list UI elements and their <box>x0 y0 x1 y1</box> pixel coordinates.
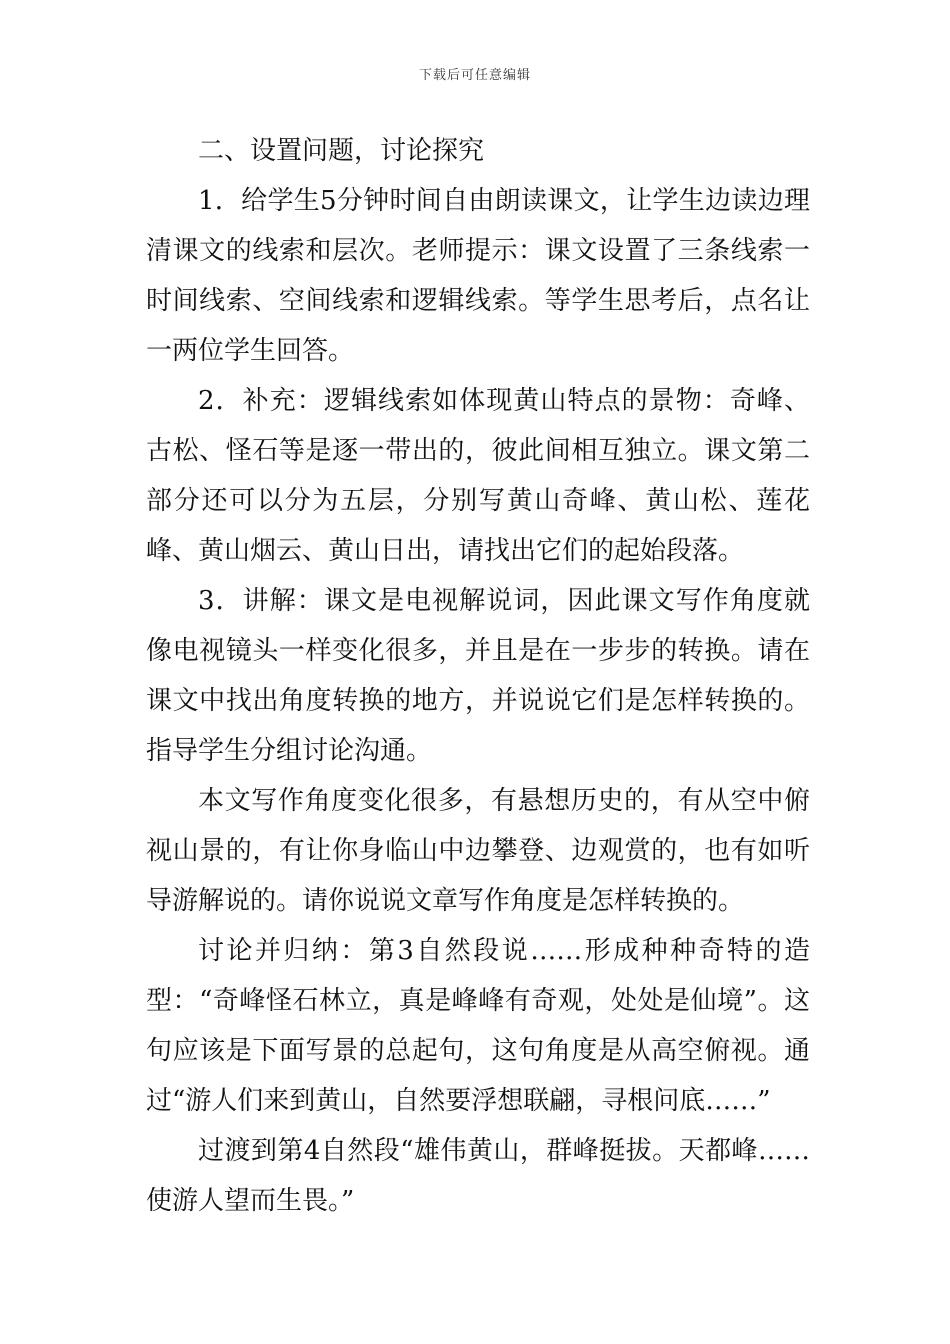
paragraph-1: 1．给学生5分钟时间自由朗读课文，让学生边读边理清课文的线索和层次。老师提示：课文设置了三条线索一时间线索、空间线索和逻辑线索。等学生思考后，点名让一两位学生回答。 <box>146 186 810 366</box>
document-body <box>146 126 810 1226</box>
paragraph-3: 3．讲解：课文是电视解说词，因此课文写作角度就像电视镜头一样变化很多，并且是在一步步的转换。请在课文中找出角度转换的地方，并说说它们是怎样转换的。指导学生分组讨论沟通。 <box>146 586 810 766</box>
section-heading: 二、设置问题，讨论探究 <box>198 136 485 166</box>
paragraph-2: 2．补充：逻辑线索如体现黄山特点的景物：奇峰、古松、怪石等是逐一带出的，彼此间相互独立。课文第二部分还可以分为五层，分别写黄山奇峰、黄山松、莲花峰、黄山烟云、黄山日出，请找出它们的起始段落。 <box>146 386 810 566</box>
paragraph-5: 讨论并归纳：第3自然段说……形成种种奇特的造型：“奇峰怪石林立，真是峰峰有奇观，处处是仙境”。这句应该是下面写景的总起句，这句角度是从高空俯视。通过“游人们来到黄山，自然要浮想联翩，寻根问底……” <box>146 936 810 1116</box>
paragraph-6: 过渡到第4自然段“雄伟黄山，群峰挺拔。天都峰……使游人望而生畏。” <box>146 1136 810 1216</box>
paragraph-4: 本文写作角度变化很多，有悬想历史的，有从空中俯视山景的，有让你身临山中边攀登、边观赏的，也有如听导游解说的。请你说说文章写作角度是怎样转换的。 <box>146 786 810 916</box>
page-header: 下载后可任意编辑 <box>418 68 531 83</box>
